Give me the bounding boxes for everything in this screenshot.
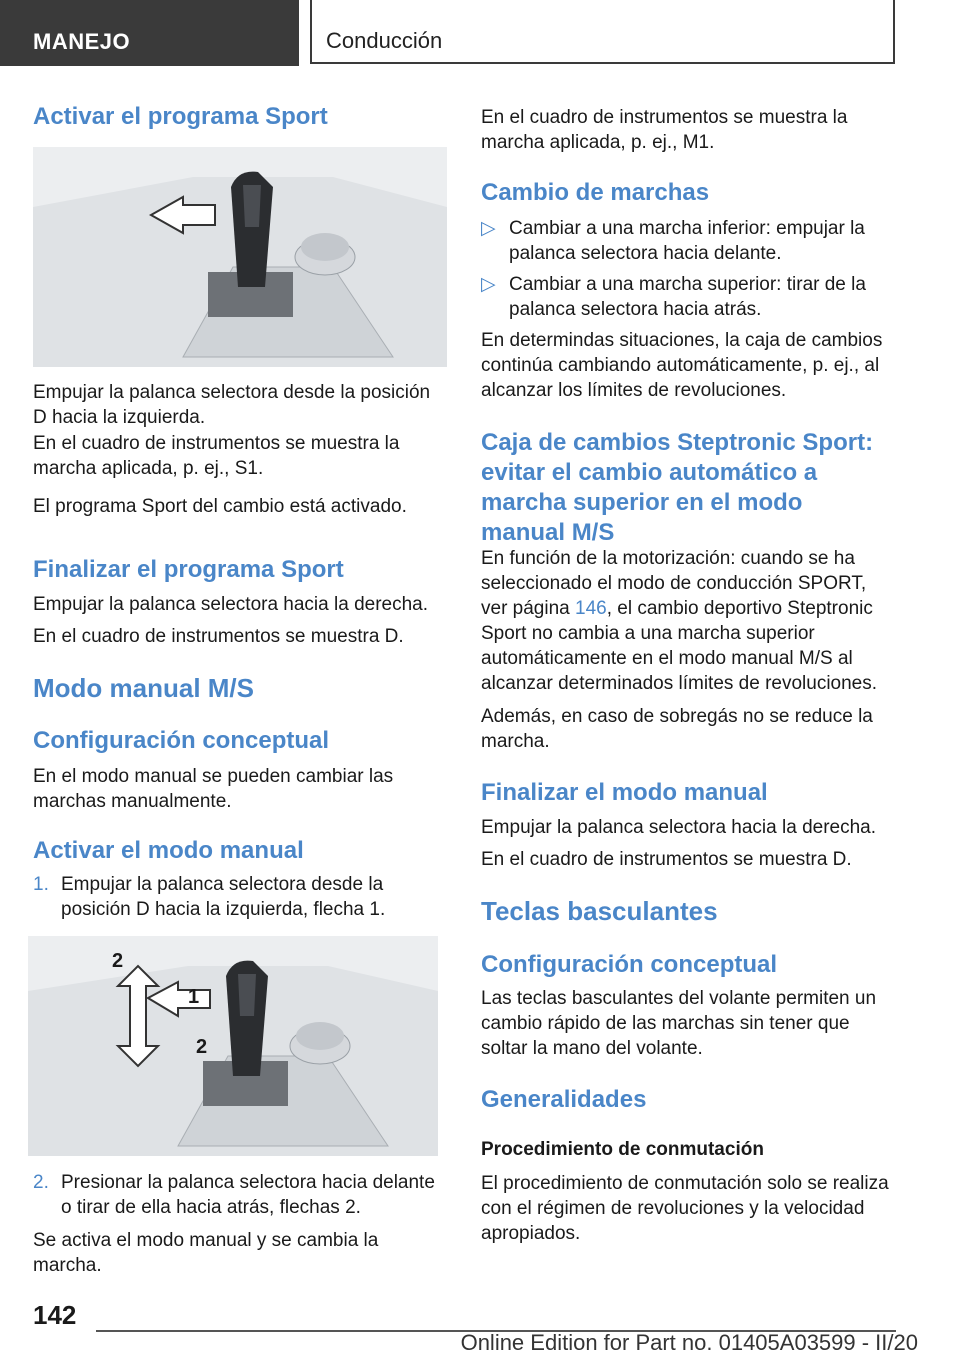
heading-manual-off: Finalizar el modo manual bbox=[481, 779, 768, 806]
paragraph bbox=[481, 546, 891, 696]
paragraph: Se activa el modo manual y se cambia la marcha. bbox=[33, 1230, 379, 1276]
heading-shifting: Cambio de marchas bbox=[481, 179, 710, 206]
paragraph: Además, en caso de sobregás no se reduce la marcha. bbox=[481, 706, 873, 752]
heading-general: Generalidades bbox=[481, 1086, 647, 1113]
heading-manual-mode: Modo manual M/S bbox=[33, 673, 254, 703]
section-tab bbox=[0, 0, 299, 66]
chapter-header bbox=[310, 0, 895, 64]
paragraph: En el cuadro de instrumentos se muestra la marcha aplicada, p. ej., M1. bbox=[481, 107, 848, 153]
text: En función de la motorización: cuando se ha seleccionado el modo de conducción SPORT, ver página bbox=[481, 548, 867, 619]
paragraph: En el cuadro de instrumentos se muestra D. bbox=[481, 849, 852, 870]
heading-paddles: Teclas basculantes bbox=[481, 896, 718, 926]
heading-concept: Configuración conceptual bbox=[33, 727, 330, 754]
heading-procedure: Procedimiento de conmutación bbox=[481, 1139, 764, 1160]
heading-sport-off: Finalizar el programa Sport bbox=[33, 556, 344, 583]
page-link[interactable]: 146 bbox=[575, 598, 607, 619]
paragraph: Las teclas basculantes del volante permiten un cambio rápido de las marchas sin tener que soltar la mano del volante. bbox=[481, 988, 877, 1059]
paragraph: En determindas situaciones, la caja de cambios continúa cambiando automáticamente, p. ej., al alcanzar los límites de revoluciones. bbox=[481, 330, 883, 401]
edition-note: Online Edition for Part no. 01405A03599 - II/20 bbox=[460, 1330, 918, 1355]
figure-selector-lever-sport bbox=[33, 147, 447, 367]
gear-lever-arrows-illustration bbox=[28, 936, 438, 1156]
bullet-text: Cambiar a una marcha superior: tirar de la palanca selectora hacia atrás. bbox=[509, 274, 866, 320]
arrow-label-1: 1 bbox=[188, 986, 200, 1008]
bullet-item bbox=[481, 272, 891, 322]
section-title: MANEJO bbox=[33, 29, 131, 54]
text: , el cambio deportivo Steptronic Sport no cambia a una marcha superior automáticamente en el modo manual M/S al alcanzar determinados límites de revoluciones. bbox=[481, 598, 878, 694]
paragraph: Empujar la palanca selectora hacia la derecha. bbox=[481, 817, 877, 838]
heading-manual-on: Activar el modo manual bbox=[33, 837, 304, 864]
step-number: 1. bbox=[33, 874, 49, 895]
arrow-label-2-bottom: 2 bbox=[196, 1036, 208, 1058]
step-text: Presionar la palanca selectora hacia delante o tirar de ella hacia atrás, flechas 2. bbox=[61, 1172, 435, 1218]
step-number: 2. bbox=[33, 1172, 49, 1193]
page-number: 142 bbox=[33, 1300, 77, 1330]
gear-lever-illustration bbox=[33, 147, 447, 367]
bullet-triangle-icon: ▷ bbox=[481, 218, 496, 239]
figure-selector-lever-manual bbox=[28, 936, 438, 1156]
heading-steptronic: Caja de cambios Steptronic Sport: evitar el cambio automático a marcha superior en el modo manual M/S bbox=[481, 429, 874, 546]
bullet-text: Cambiar a una marcha inferior: empujar la palanca selectora hacia delante. bbox=[509, 218, 865, 264]
paragraph: El procedimiento de conmutación solo se realiza con el régimen de revoluciones y la velocidad apropiados. bbox=[481, 1173, 889, 1244]
bullet-item bbox=[481, 216, 891, 266]
paragraph: En el cuadro de instrumentos se muestra D. bbox=[33, 626, 404, 647]
bullet-triangle-icon: ▷ bbox=[481, 274, 496, 295]
heading-concept: Configuración conceptual bbox=[481, 951, 778, 978]
heading-sport-on: Activar el programa Sport bbox=[33, 103, 328, 130]
paragraph: Empujar la palanca selectora desde la posición D hacia la izquierda. bbox=[33, 382, 431, 428]
step-text: Empujar la palanca selectora desde la posición D hacia la izquierda, flecha 1. bbox=[61, 874, 386, 920]
paragraph: Empujar la palanca selectora hacia la derecha. bbox=[33, 594, 429, 615]
paragraph: El programa Sport del cambio está activado. bbox=[33, 496, 407, 517]
chapter-title: Conducción bbox=[326, 28, 443, 53]
paragraph: En el modo manual se pueden cambiar las marchas manualmente. bbox=[33, 766, 394, 812]
step-item bbox=[33, 872, 447, 922]
paragraph: En el cuadro de instrumentos se muestra la marcha aplicada, p. ej., S1. bbox=[33, 433, 400, 479]
step-item bbox=[33, 1170, 447, 1220]
arrow-label-2-top: 2 bbox=[112, 950, 124, 972]
